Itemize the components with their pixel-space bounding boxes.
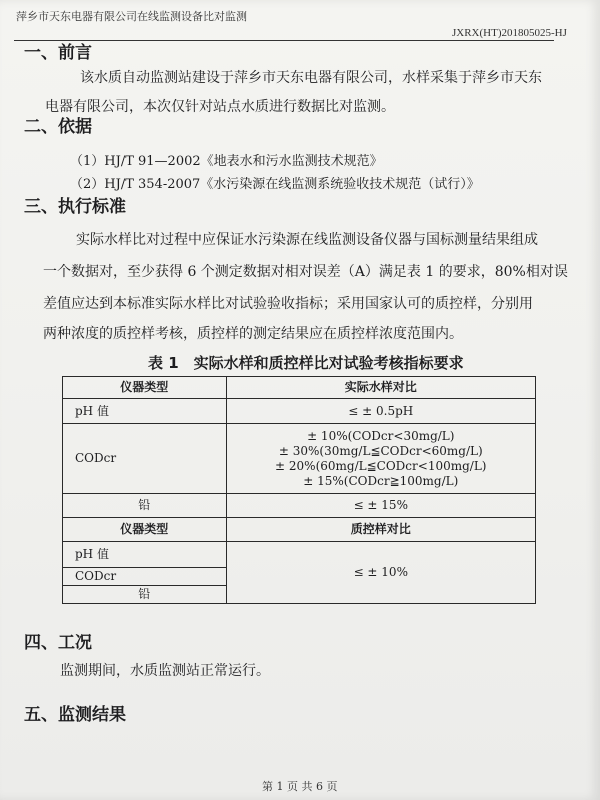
section-title-preface: 一、前言 [24, 43, 92, 63]
table-cell-type: 铅 [63, 586, 227, 604]
page-number: 第 1 页 共 6 页 [262, 780, 338, 793]
table-cell-type: pH 值 [63, 399, 227, 424]
table-caption: 表 1 实际水样和质控样比对试验考核指标要求 [148, 354, 464, 372]
table-cell-type: CODcr [63, 424, 227, 494]
table-cell-type: 铅 [63, 494, 227, 518]
table-row [63, 494, 536, 518]
cod-criterion: ± 15%(CODcr≧100mg/L) [303, 473, 459, 488]
preface-line-1: 该水质自动监测站建设于萍乡市天东电器有限公司，水样采集于萍乡市天东 [80, 70, 542, 86]
table-row [63, 424, 536, 494]
standard-line-3: 差值应达到本标准实际水样比对试验验收指标；采用国家认可的质控样，分别用 [43, 296, 533, 312]
table-header-row [63, 377, 536, 399]
header-company-title: 萍乡市天东电器有限公司在线监测设备比对监测 [16, 10, 247, 23]
header-doc-number: JXRX(HT)201805025-HJ [452, 27, 567, 39]
table-cell-criteria: ≤ ± 0.5pH [226, 399, 535, 424]
table-row [63, 399, 536, 424]
preface-line-2: 电器有限公司，本次仅针对站点水质进行数据比对监测。 [45, 99, 395, 115]
standard-line-4: 两种浓度的质控样考核，质控样的测定结果应在质控样浓度范围内。 [43, 326, 463, 342]
section-title-basis: 二、依据 [24, 117, 92, 137]
table-header-row [63, 518, 536, 542]
table-cell-criteria [226, 424, 535, 494]
table-cell-criteria: ≤ ± 15% [226, 494, 535, 518]
table-cell-qc-criteria: ≤ ± 10% [226, 542, 535, 604]
section-title-results: 五、监测结果 [24, 705, 126, 725]
cod-criterion: ± 20%(60mg/L≦CODcr<100mg/L) [275, 458, 487, 473]
table-cell-type: CODcr [63, 568, 227, 586]
section-title-conditions: 四、工况 [24, 633, 92, 653]
standard-line-2: 一个数据对，至少获得 6 个测定数据对相对误差（A）满足表 1 的要求，80%相对误 [43, 264, 568, 280]
basis-ref-2: （2）HJ/T 354-2007《水污染源在线监测系统验收技术规范（试行）》 [70, 177, 480, 192]
table-header-actual: 实际水样对比 [226, 377, 535, 399]
section-title-standard: 三、执行标准 [24, 197, 126, 217]
header-rule [14, 40, 554, 41]
standard-line-1: 实际水样比对过程中应保证水污染源在线监测设备仪器与国标测量结果组成 [76, 232, 538, 248]
basis-ref-1: （1）HJ/T 91—2002《地表水和污水监测技术规范》 [70, 154, 383, 169]
table-cell-type: pH 值 [63, 542, 227, 568]
table-row [63, 542, 536, 568]
conditions-line: 监测期间，水质监测站正常运行。 [60, 663, 270, 679]
table-header-type: 仪器类型 [63, 377, 227, 399]
cod-criterion: ± 10%(CODcr<30mg/L) [307, 428, 455, 443]
table-header-type: 仪器类型 [63, 518, 227, 542]
table-header-qc: 质控样对比 [226, 518, 535, 542]
cod-criterion: ± 30%(30mg/L≦CODcr<60mg/L) [278, 443, 483, 458]
criteria-table [62, 376, 536, 604]
